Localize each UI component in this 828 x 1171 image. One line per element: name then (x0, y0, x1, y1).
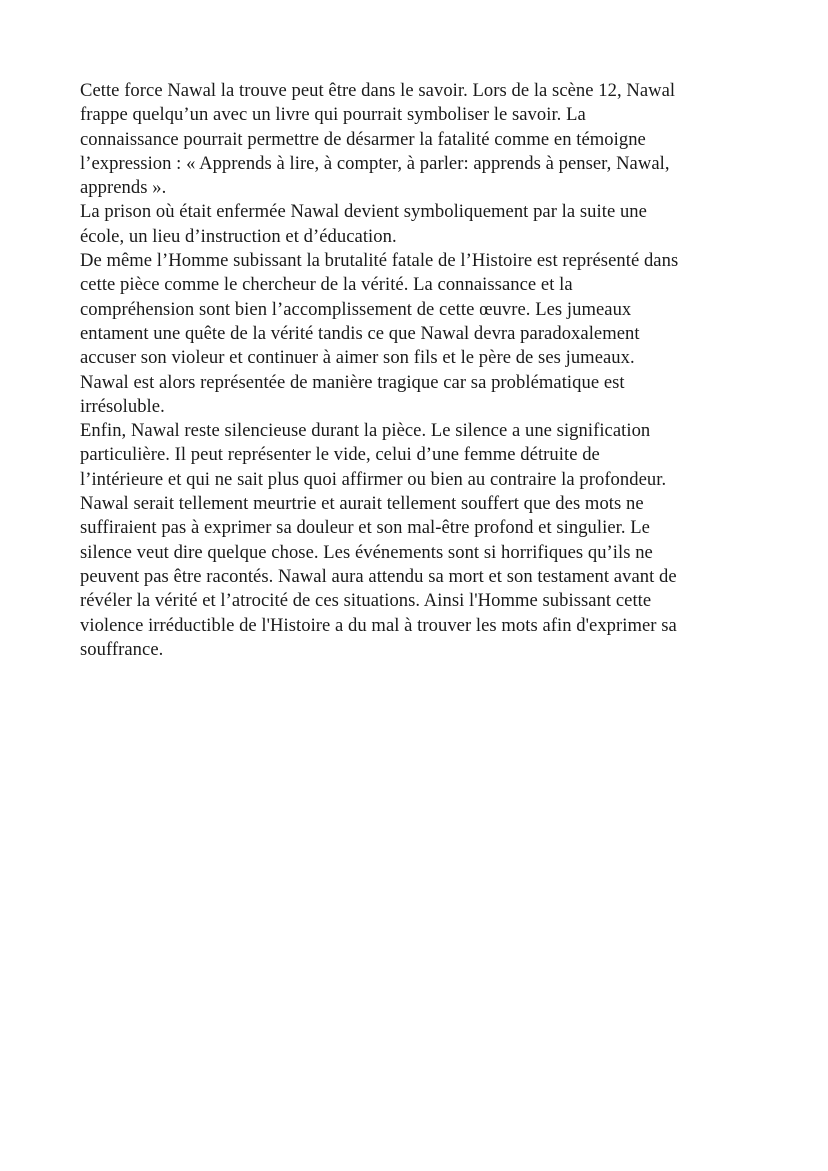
text-line: violence irréductible de l'Histoire a du mal à trouver les mots afin d'exprimer sa (80, 614, 677, 636)
text-line: connaissance pourrait permettre de désarmer la fatalité comme en témoigne (80, 128, 646, 150)
text-line: l’expression : « Apprends à lire, à compter, à parler: apprends à penser, Nawal, (80, 152, 670, 174)
text-line: Nawal est alors représentée de manière tragique car sa problématique est (80, 371, 625, 393)
text-line: silence veut dire quelque chose. Les événements sont si horrifiques qu’ils ne (80, 541, 653, 563)
text-line: De même l’Homme subissant la brutalité fatale de l’Histoire est représenté dans (80, 250, 679, 272)
text-line: particulière. Il peut représenter le vide, celui d’une femme détruite de (80, 444, 600, 466)
body-text (80, 79, 756, 662)
text-line: La prison où était enfermée Nawal devient symboliquement par la suite une (80, 201, 647, 223)
text-line: révéler la vérité et l’atrocité de ces situations. Ainsi l'Homme subissant cette (80, 590, 652, 612)
text-line: peuvent pas être racontés. Nawal aura attendu sa mort et son testament avant de (80, 565, 677, 587)
text-line: apprends ». (80, 177, 167, 199)
text-line: suffiraient pas à exprimer sa douleur et son mal-être profond et singulier. Le (80, 517, 650, 539)
text-line: souffrance. (80, 638, 164, 660)
text-line: accuser son violeur et continuer à aimer son fils et le père de ses jumeaux. (80, 347, 635, 369)
text-line: compréhension sont bien l’accomplissement de cette œuvre. Les jumeaux (80, 298, 632, 320)
text-line: Cette force Nawal la trouve peut être dans le savoir. Lors de la scène 12, Nawal (80, 80, 676, 101)
text-line: Enfin, Nawal reste silencieuse durant la pièce. Le silence a une signification (80, 420, 651, 442)
text-line: frappe quelqu’un avec un livre qui pourrait symboliser le savoir. La (80, 104, 586, 126)
text-line: irrésoluble. (80, 395, 165, 417)
text-line: école, un lieu d’instruction et d’éducation. (80, 225, 397, 247)
text-line: cette pièce comme le chercheur de la vérité. La connaissance et la (80, 274, 573, 296)
text-line: entament une quête de la vérité tandis ce que Nawal devra paradoxalement (80, 322, 640, 344)
text-line: Nawal serait tellement meurtrie et aurait tellement souffert que des mots ne (80, 493, 644, 515)
text-line: l’intérieure et qui ne sait plus quoi affirmer ou bien au contraire la profondeur. (80, 468, 667, 490)
